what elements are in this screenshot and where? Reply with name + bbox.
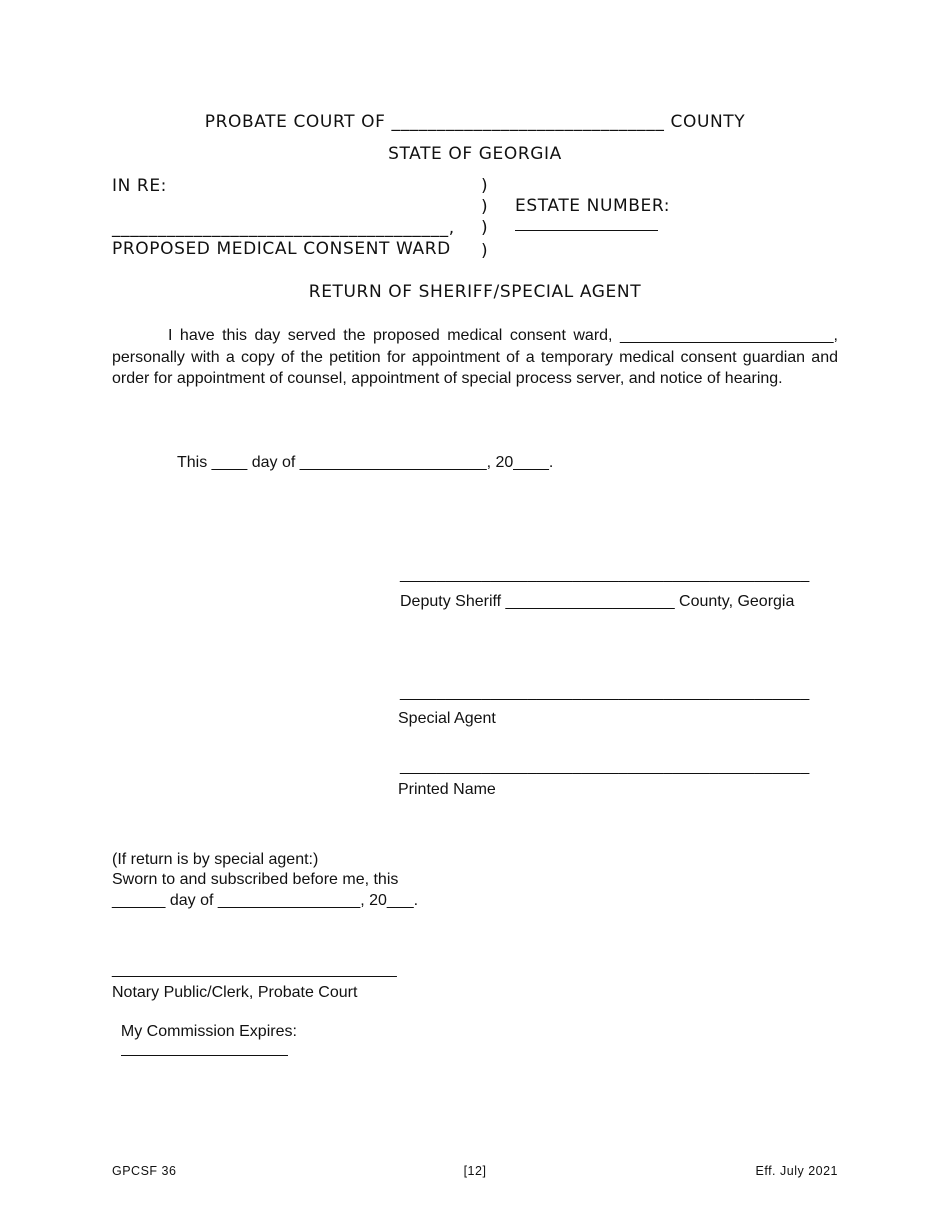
special-agent-label: Special Agent — [398, 710, 496, 727]
notary-date-line: ______ day of ________________, 20___. — [112, 892, 419, 909]
deputy-sheriff-label: Deputy Sheriff ___________________ County, Georgia — [400, 593, 795, 610]
estate-number-label: ESTATE NUMBER: — [515, 196, 671, 216]
printed-name-label: Printed Name — [398, 781, 496, 798]
court-heading: PROBATE COURT OF ______________________________ COUNTY — [204, 112, 746, 132]
agent-signature-line: _____________________________________________ — [400, 684, 810, 701]
commission-label: My Commission Expires: — [120, 1023, 297, 1040]
page-number: [12] — [463, 1164, 487, 1178]
document-title: RETURN OF SHERIFF/SPECIAL AGENT — [308, 282, 642, 302]
commission-field — [112, 1005, 297, 1061]
form-id: GPCSF 36 — [112, 1164, 177, 1178]
state-heading: STATE OF GEORGIA — [388, 144, 562, 164]
date-line: This ____ day of _____________________, 20____. — [177, 454, 554, 471]
caption-paren: ) — [481, 176, 489, 196]
service-paragraph: I have this day served the proposed medical consent ward, ________________________, personally with a copy of the petition for appointment of a temporary medical consent guardian and order for appointment of counsel, appointment of special process server, and notice of hearing. — [112, 327, 838, 387]
printed-name-line: _____________________________________________ — [400, 758, 810, 775]
in-re-label: IN RE: — [112, 176, 168, 196]
ward-label: PROPOSED MEDICAL CONSENT WARD — [112, 239, 451, 259]
deputy-signature-line: _____________________________________________ — [400, 566, 810, 583]
caption-paren: ) — [481, 241, 489, 261]
special-agent-note: (If return is by special agent:) — [112, 851, 319, 868]
ward-name-blank: _____________________________________, — [112, 218, 455, 238]
notary-label: Notary Public/Clerk, Probate Court — [112, 984, 358, 1001]
estate-number-field — [503, 176, 670, 236]
commission-blank — [121, 1041, 288, 1056]
caption-paren: ) — [481, 197, 489, 217]
caption-paren: ) — [481, 218, 489, 238]
sworn-line: Sworn to and subscribed before me, this — [112, 871, 399, 888]
estate-number-blank — [515, 216, 658, 231]
effective-date: Eff. July 2021 — [755, 1164, 838, 1178]
notary-signature-line: ________________________________ — [112, 961, 397, 978]
